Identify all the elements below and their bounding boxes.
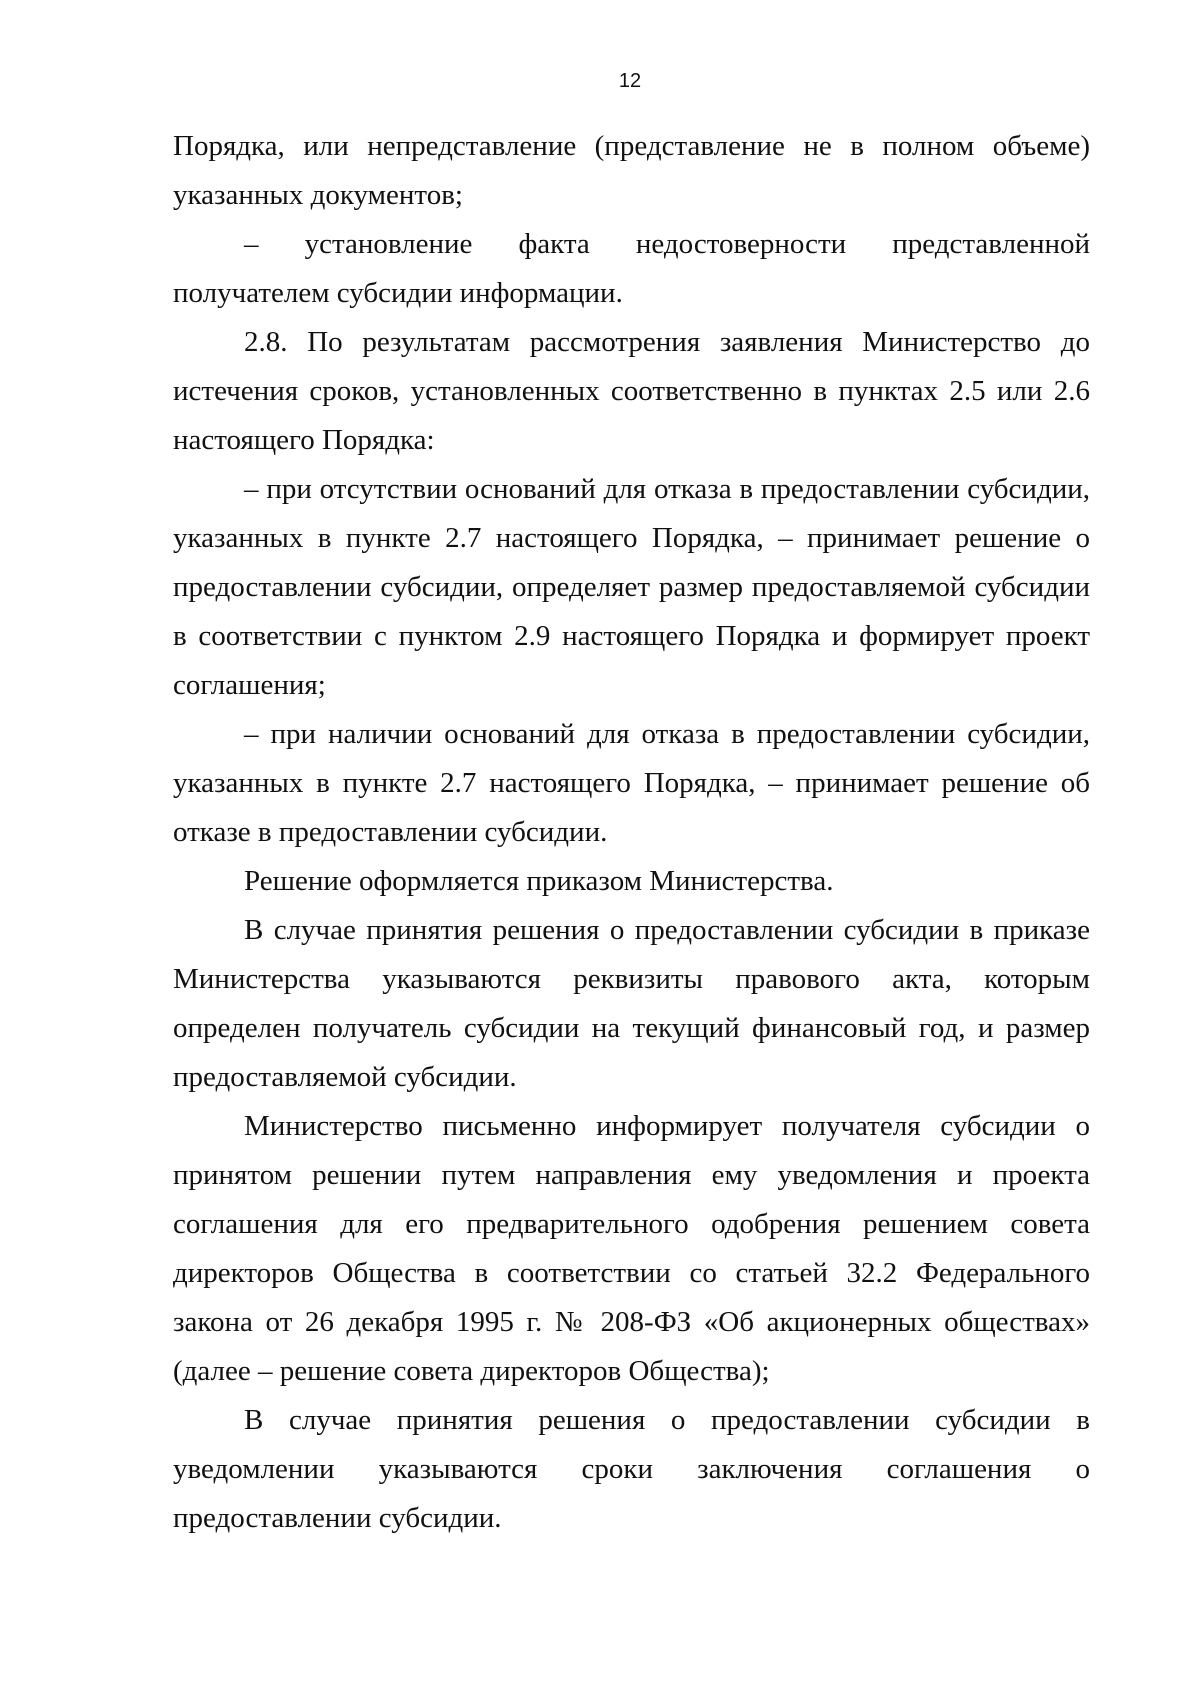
paragraph: Решение оформляется приказом Министерства. — [244, 865, 834, 897]
paragraph: В случае принятия решения о предоставлении субсидии в уведомлении указываются сроки заключения соглашения о предоставлении субсидии. — [173, 1404, 1090, 1534]
paragraph-clause-2-8: 2.8. По результатам рассмотрения заявления Министерство до истечения сроков, установленных соответственно в пунктах 2.5 или 2.6 настоящего Порядка: — [173, 326, 1090, 456]
paragraph-continuation: Порядка, или непредставление (представление не в полном объеме) указанных документов; — [173, 130, 1090, 211]
document-body — [173, 122, 1090, 1543]
paragraph: В случае принятия решения о предоставлении субсидии в приказе Министерства указываются реквизиты правового акта, которым определен получатель субсидии на текущий финансовый год, и размер предоставляемой субсидии. — [173, 914, 1090, 1093]
paragraph-list-item: – при отсутствии оснований для отказа в предоставлении субсидии, указанных в пункте 2.7 настоящего Порядка, – принимает решение о предоставлении субсидии, определяет размер предоставляемой субсидии в соответствии с пунктом 2.9 настоящего Порядка и формирует проект соглашения; — [173, 473, 1090, 701]
paragraph-list-item: – при наличии оснований для отказа в предоставлении субсидии, указанных в пункте 2.7 настоящего Порядка, – принимает решение об отказе в предоставлении субсидии. — [173, 718, 1090, 848]
paragraph-list-item: – установление факта недостоверности представленной получателем субсидии информации. — [173, 228, 1090, 309]
paragraph: Министерство письменно информирует получателя субсидии о принятом решении путем направления ему уведомления и проекта соглашения для его предварительного одобрения решением совета директоров Общества в соответствии со статьей 32.2 Федерального закона от 26 декабря 1995 г. № 208-ФЗ «Об акционерных обществах» (далее – решение совета директоров Общества); — [173, 1110, 1090, 1387]
page-number: 12 — [618, 70, 642, 92]
